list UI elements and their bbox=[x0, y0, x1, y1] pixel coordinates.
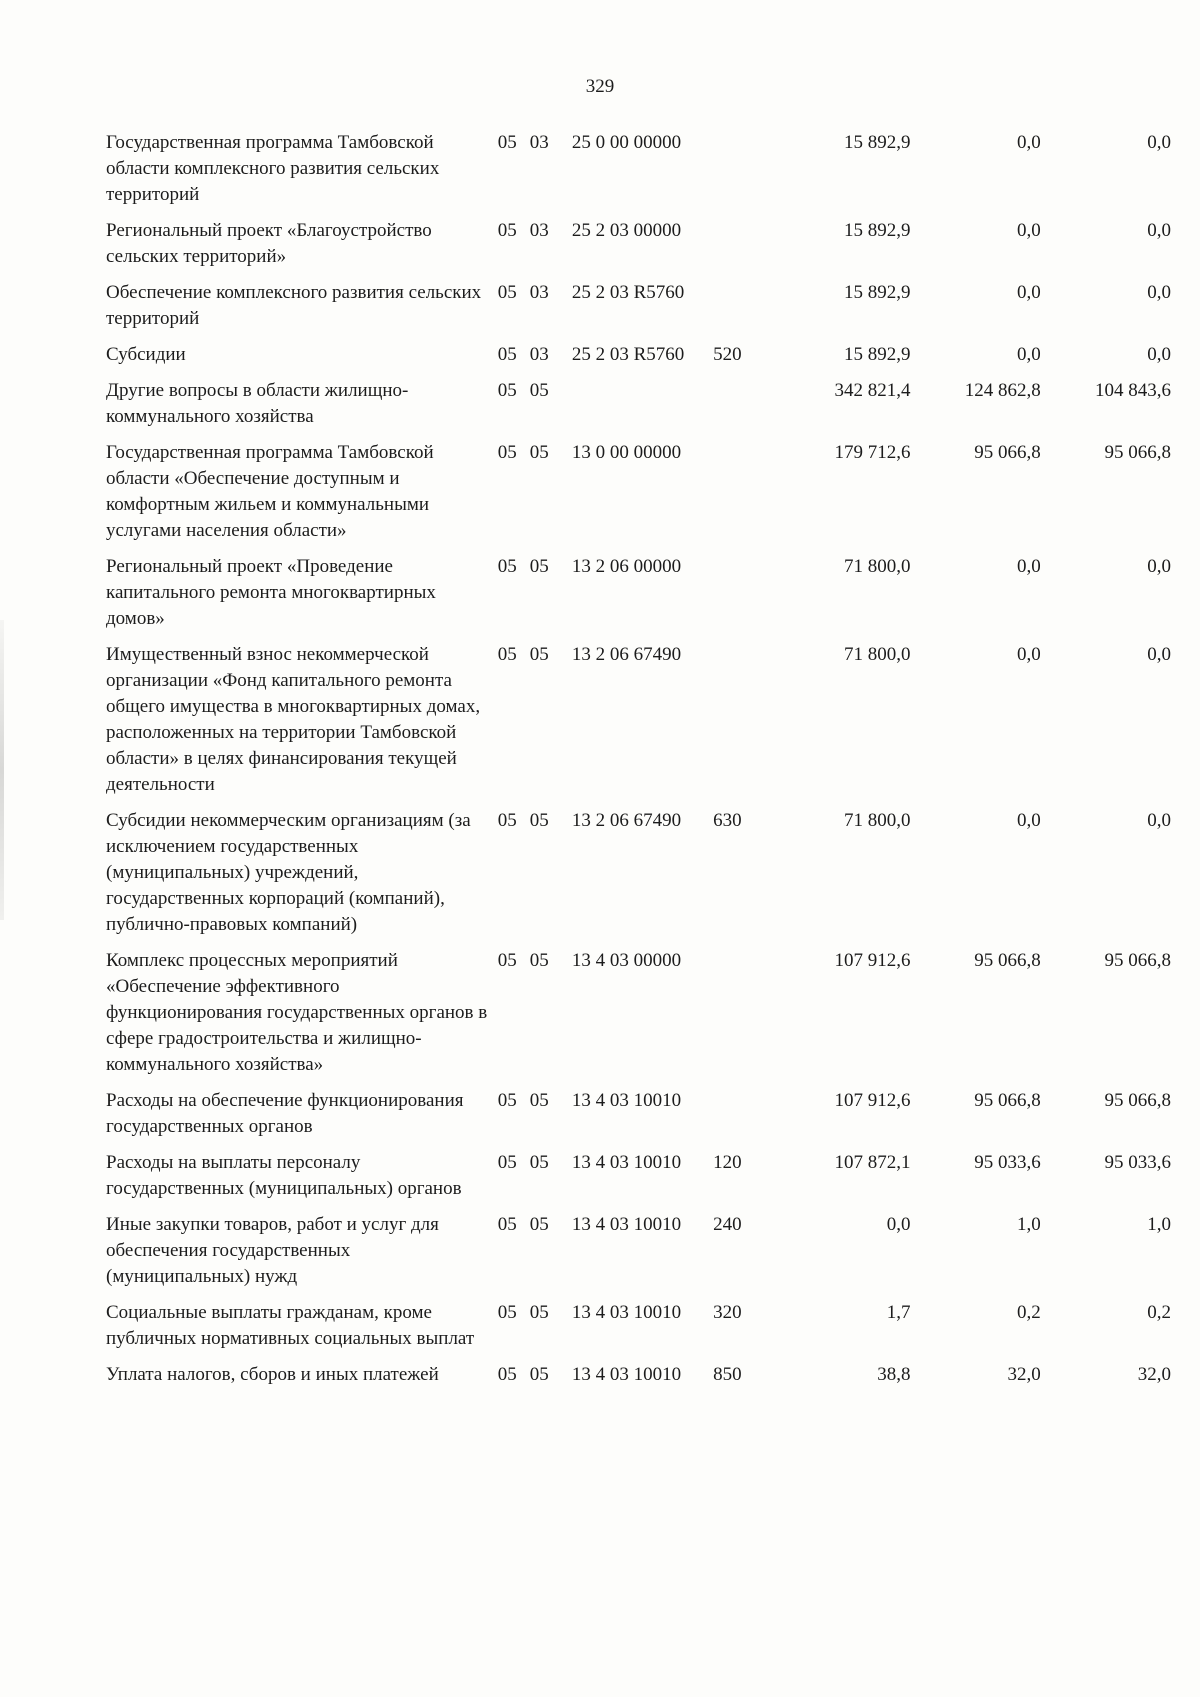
amount-year-1: 71 800,0 bbox=[843, 644, 911, 665]
amount-year-3: 0,0 bbox=[1147, 644, 1171, 665]
section-code: 05 bbox=[497, 344, 517, 365]
table-row bbox=[106, 554, 1171, 642]
amount-year-2: 0,0 bbox=[1016, 132, 1041, 153]
subsection-code: 05 bbox=[529, 644, 549, 665]
subsection-code: 05 bbox=[529, 380, 549, 401]
row-name: Субсидии некоммерческим организациям (за исключением государственных (муниципальных) учреждений, государственных корпораций (компаний), публично-правовых компаний) bbox=[106, 810, 471, 935]
amount-year-2: 95 033,6 bbox=[974, 1152, 1041, 1173]
budget-table bbox=[106, 130, 1171, 1398]
amount-year-2: 0,0 bbox=[1016, 556, 1041, 577]
row-name: Региональный проект «Благоустройство сельских территорий» bbox=[106, 220, 432, 267]
amount-year-2: 95 066,8 bbox=[974, 442, 1041, 463]
subsection-code: 03 bbox=[529, 132, 549, 153]
target-article-code bbox=[566, 378, 709, 440]
row-name: Государственная программа Тамбовской области комплексного развития сельских территорий bbox=[106, 132, 440, 205]
section-code: 05 bbox=[497, 644, 517, 665]
scan-edge-shadow bbox=[0, 620, 4, 920]
subsection-code: 05 bbox=[529, 1364, 549, 1385]
expense-type-code: 520 bbox=[713, 344, 742, 365]
amount-year-1: 15 892,9 bbox=[843, 132, 911, 153]
target-article-code: 13 2 06 00000 bbox=[571, 556, 682, 577]
amount-year-1: 71 800,0 bbox=[843, 556, 911, 577]
subsection-code: 05 bbox=[529, 556, 549, 577]
table-row bbox=[106, 808, 1171, 948]
amount-year-1: 107 912,6 bbox=[834, 950, 911, 971]
row-name: Социальные выплаты гражданам, кроме публичных нормативных социальных выплат bbox=[106, 1302, 475, 1349]
amount-year-2: 95 066,8 bbox=[974, 950, 1041, 971]
section-code: 05 bbox=[497, 220, 517, 241]
target-article-code: 25 2 03 R5760 bbox=[571, 344, 685, 365]
row-name: Комплекс процессных мероприятий «Обеспечение эффективного функционирования государственных органов в сфере градостроительства и жилищно-коммунального хозяйства» bbox=[106, 950, 488, 1075]
table-row bbox=[106, 1150, 1171, 1212]
row-name: Иные закупки товаров, работ и услуг для обеспечения государственных (муниципальных) нужд bbox=[106, 1214, 439, 1287]
section-code: 05 bbox=[497, 556, 517, 577]
subsection-code: 05 bbox=[529, 810, 549, 831]
subsection-code: 03 bbox=[529, 282, 549, 303]
section-code: 05 bbox=[497, 442, 517, 463]
table-row bbox=[106, 1212, 1171, 1300]
amount-year-3: 95 066,8 bbox=[1104, 442, 1171, 463]
row-name: Государственная программа Тамбовской области «Обеспечение доступным и комфортным жильем и коммунальными услугами населения области» bbox=[106, 442, 434, 541]
amount-year-3: 104 843,6 bbox=[1095, 380, 1171, 401]
table-row bbox=[106, 948, 1171, 1088]
amount-year-2: 0,0 bbox=[1016, 282, 1041, 303]
amount-year-3: 0,0 bbox=[1147, 220, 1171, 241]
target-article-code: 13 4 03 10010 bbox=[571, 1302, 682, 1323]
amount-year-3: 0,0 bbox=[1147, 344, 1171, 365]
table-row bbox=[106, 440, 1171, 554]
amount-year-1: 107 872,1 bbox=[834, 1152, 911, 1173]
section-code: 05 bbox=[497, 810, 517, 831]
amount-year-1: 107 912,6 bbox=[834, 1090, 911, 1111]
subsection-code: 03 bbox=[529, 344, 549, 365]
amount-year-2: 0,0 bbox=[1016, 344, 1041, 365]
target-article-code: 13 0 00 00000 bbox=[571, 442, 682, 463]
amount-year-3: 95 066,8 bbox=[1104, 1090, 1171, 1111]
expense-type-code: 120 bbox=[713, 1152, 742, 1173]
row-name: Субсидии bbox=[106, 344, 186, 365]
section-code: 05 bbox=[497, 1090, 517, 1111]
row-name: Имущественный взнос некоммерческой организации «Фонд капитального ремонта общего имущества в многоквартирных домах, расположенных на территории Тамбовской области» в целях финансирования текущей деятельности bbox=[106, 644, 481, 795]
expense-type-code: 320 bbox=[713, 1302, 742, 1323]
expense-type-code bbox=[709, 948, 769, 1088]
target-article-code: 13 4 03 10010 bbox=[571, 1364, 682, 1385]
target-article-code: 25 0 00 00000 bbox=[571, 132, 682, 153]
amount-year-3: 0,2 bbox=[1147, 1302, 1171, 1323]
table-row bbox=[106, 1300, 1171, 1362]
expense-type-code: 240 bbox=[713, 1214, 742, 1235]
table-row bbox=[106, 342, 1171, 378]
target-article-code: 25 2 03 R5760 bbox=[571, 282, 685, 303]
amount-year-2: 95 066,8 bbox=[974, 1090, 1041, 1111]
subsection-code: 05 bbox=[529, 1152, 549, 1173]
row-name: Другие вопросы в области жилищно-коммунального хозяйства bbox=[106, 380, 409, 427]
section-code: 05 bbox=[497, 1302, 517, 1323]
table-row bbox=[106, 1362, 1171, 1398]
expense-type-code: 850 bbox=[713, 1364, 742, 1385]
subsection-code: 03 bbox=[529, 220, 549, 241]
section-code: 05 bbox=[497, 380, 517, 401]
target-article-code: 13 4 03 00000 bbox=[571, 950, 682, 971]
row-name: Расходы на выплаты персоналу государственных (муниципальных) органов bbox=[106, 1152, 462, 1199]
section-code: 05 bbox=[497, 282, 517, 303]
subsection-code: 05 bbox=[529, 950, 549, 971]
amount-year-1: 342 821,4 bbox=[834, 380, 911, 401]
table-row bbox=[106, 642, 1171, 808]
amount-year-3: 0,0 bbox=[1147, 132, 1171, 153]
amount-year-3: 95 033,6 bbox=[1104, 1152, 1171, 1173]
amount-year-1: 15 892,9 bbox=[843, 282, 911, 303]
target-article-code: 13 4 03 10010 bbox=[571, 1090, 682, 1111]
amount-year-2: 1,0 bbox=[1016, 1214, 1041, 1235]
row-name: Обеспечение комплексного развития сельских территорий bbox=[106, 282, 482, 329]
row-name: Уплата налогов, сборов и иных платежей bbox=[106, 1364, 439, 1385]
subsection-code: 05 bbox=[529, 1214, 549, 1235]
amount-year-3: 32,0 bbox=[1137, 1364, 1171, 1385]
table-row bbox=[106, 1088, 1171, 1150]
target-article-code: 13 2 06 67490 bbox=[571, 810, 682, 831]
table-row bbox=[106, 218, 1171, 280]
expense-type-code bbox=[709, 280, 769, 342]
amount-year-3: 0,0 bbox=[1147, 810, 1171, 831]
table-row bbox=[106, 130, 1171, 218]
amount-year-3: 95 066,8 bbox=[1104, 950, 1171, 971]
amount-year-3: 0,0 bbox=[1147, 556, 1171, 577]
table-row bbox=[106, 280, 1171, 342]
subsection-code: 05 bbox=[529, 442, 549, 463]
section-code: 05 bbox=[497, 950, 517, 971]
target-article-code: 13 2 06 67490 bbox=[571, 644, 682, 665]
amount-year-1: 0,0 bbox=[886, 1214, 911, 1235]
expense-type-code bbox=[709, 1088, 769, 1150]
subsection-code: 05 bbox=[529, 1302, 549, 1323]
expense-type-code: 630 bbox=[713, 810, 742, 831]
page-number: 329 bbox=[585, 76, 615, 97]
amount-year-1: 38,8 bbox=[877, 1364, 911, 1385]
section-code: 05 bbox=[497, 132, 517, 153]
target-article-code: 25 2 03 00000 bbox=[571, 220, 682, 241]
section-code: 05 bbox=[497, 1152, 517, 1173]
row-name: Расходы на обеспечение функционирования государственных органов bbox=[106, 1090, 464, 1137]
target-article-code: 13 4 03 10010 bbox=[571, 1152, 682, 1173]
amount-year-2: 0,0 bbox=[1016, 220, 1041, 241]
amount-year-2: 124 862,8 bbox=[964, 380, 1041, 401]
expense-type-code bbox=[709, 378, 769, 440]
target-article-code: 13 4 03 10010 bbox=[571, 1214, 682, 1235]
amount-year-1: 179 712,6 bbox=[834, 442, 911, 463]
amount-year-2: 0,2 bbox=[1016, 1302, 1041, 1323]
amount-year-1: 71 800,0 bbox=[843, 810, 911, 831]
expense-type-code bbox=[709, 642, 769, 808]
row-name: Региональный проект «Проведение капитального ремонта многоквартирных домов» bbox=[106, 556, 436, 629]
subsection-code: 05 bbox=[529, 1090, 549, 1111]
amount-year-2: 0,0 bbox=[1016, 644, 1041, 665]
amount-year-1: 15 892,9 bbox=[843, 344, 911, 365]
expense-type-code bbox=[709, 554, 769, 642]
table-row bbox=[106, 378, 1171, 440]
amount-year-2: 0,0 bbox=[1016, 810, 1041, 831]
expense-type-code bbox=[709, 130, 769, 218]
amount-year-1: 15 892,9 bbox=[843, 220, 911, 241]
amount-year-2: 32,0 bbox=[1007, 1364, 1041, 1385]
amount-year-3: 0,0 bbox=[1147, 282, 1171, 303]
table-body bbox=[106, 130, 1171, 1398]
expense-type-code bbox=[709, 440, 769, 554]
amount-year-3: 1,0 bbox=[1147, 1214, 1171, 1235]
expense-type-code bbox=[709, 218, 769, 280]
amount-year-1: 1,7 bbox=[886, 1302, 911, 1323]
section-code: 05 bbox=[497, 1214, 517, 1235]
section-code: 05 bbox=[497, 1364, 517, 1385]
